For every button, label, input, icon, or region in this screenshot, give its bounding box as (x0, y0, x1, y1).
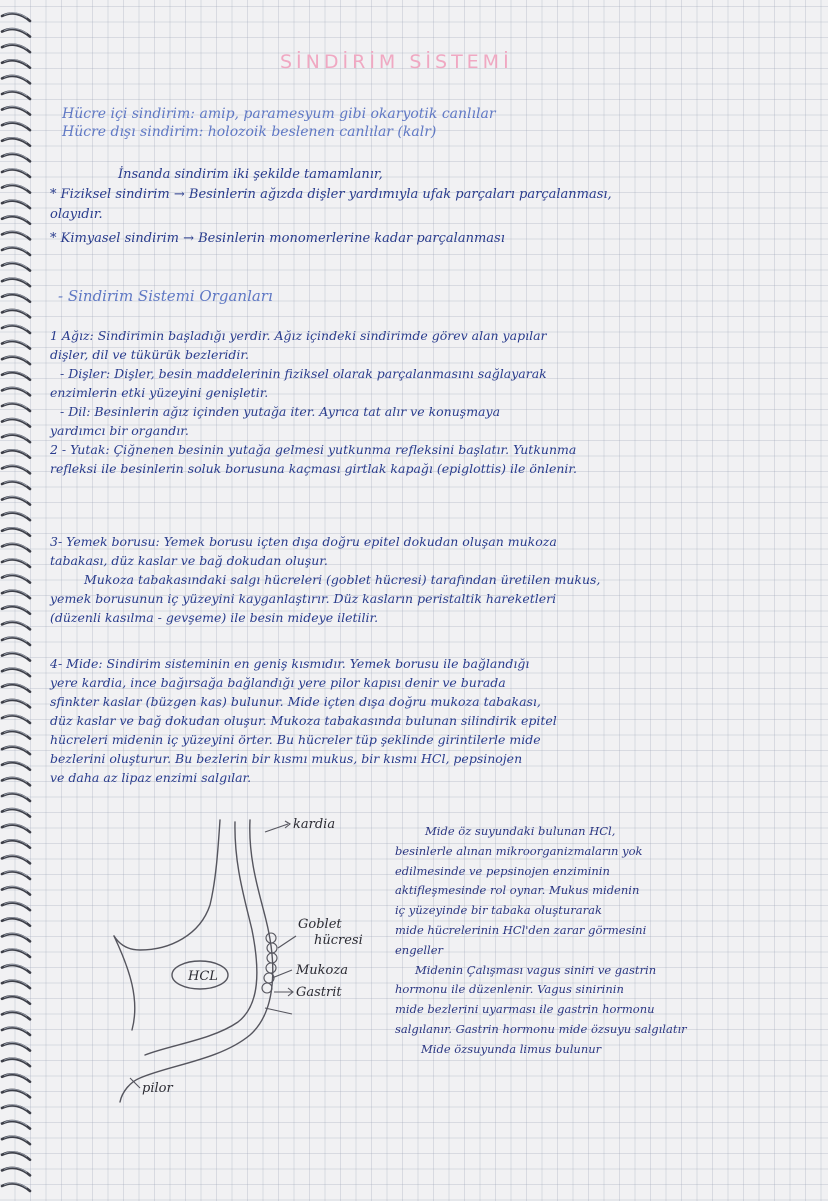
text-line: refleksi ile besinlerin soluk borusuna kaçması girtlak kapağı (epiglottis) ile önlenir. (50, 461, 577, 476)
text-line: besinlerle alınan mikroorganizmaların yok (395, 843, 643, 858)
section-stomach (50, 654, 820, 787)
page-title: SİNDİRİM SİSTEMİ (280, 51, 513, 73)
text-line: mide hücrelerinin HCl'den zarar görmesini (395, 922, 647, 937)
text-line: 1 Ağız: Sindirimin başladığı yerdir. Ağız içindeki sindirimde görev alan yapılar (50, 328, 547, 343)
intro-line-1: Hücre içi sindirim: amip, paramesyum gibi okaryotik canlılar (62, 106, 496, 122)
section-mouth-pharynx (50, 326, 820, 478)
text-line: 4- Mide: Sindirim sisteminin en geniş kısmıdır. Yemek borusu ile bağlandığı (50, 656, 530, 671)
text-line: 3- Yemek borusu: Yemek borusu içten dışa doğru epitel dokudan oluşan mukoza (50, 534, 557, 549)
physical-digestion: * Fiziksel sindirim → Besinlerin ağızda dişler yardımıyla ufak parçaları parçalanması, (50, 187, 612, 202)
text-line: Mukoza tabakasındaki salgı hücreleri (goblet hücresi) tarafından üretilen mukus, (84, 572, 601, 587)
text-line: dişler, dil ve tükürük bezleridir. (50, 347, 249, 362)
text-line: (düzenli kasılma - gevşeme) ile besin mideye iletilir. (50, 610, 379, 625)
label-kardia: kardia (293, 817, 336, 832)
text-line: engeller (395, 942, 444, 957)
label-hcl: HCL (188, 969, 218, 984)
section-esophagus (50, 532, 820, 627)
text-line: aktifleşmesinde rol oynar. Mukus midenin (395, 883, 640, 898)
text-line: bezlerini oluşturur. Bu bezlerin bir kısmı mukus, bir kısmı HCl, pepsinojen (50, 751, 523, 766)
text-line: Mide özsuyunda limus bulunur (421, 1041, 602, 1056)
text-line: Mide öz suyundaki bulunan HCl, (425, 824, 616, 838)
digestion-intro: İnsanda sindirim iki şekilde tamamlanır, (118, 167, 383, 182)
text-line: sfinkter kaslar (büzgen kas) bulunur. Mide içten dışa doğru mukoza tabakası, (50, 694, 541, 709)
stomach-diagram (100, 810, 380, 1120)
intro-line-2: Hücre dışı sindirim: holozoik beslenen canlılar (kalr) (62, 124, 437, 140)
label-mukoza: Mukoza (296, 963, 348, 978)
text-line: yardımcı bir organdır. (50, 423, 189, 438)
physical-digestion-cont: olayıdır. (50, 207, 103, 222)
label-pilor: pilor (142, 1081, 173, 1096)
text-line: tabakası, düz kaslar ve bağ dokudan oluşur. (50, 553, 328, 568)
text-line: yere kardia, ince bağırsağa bağlandığı yere pilor kapısı denir ve burada (50, 675, 506, 690)
text-line: hücreleri midenin iç yüzeyini örter. Bu hücreler tüp şeklinde girintilerle mide (50, 732, 541, 747)
text-line: Midenin Çalışması vagus siniri ve gastrin (415, 962, 657, 977)
text-line: ve daha az lipaz enzimi salgılar. (50, 770, 252, 785)
text-line: yemek borusunun iç yüzeyini kayganlaştırır. Düz kasların peristaltik hareketleri (50, 591, 557, 606)
text-line: mide bezlerini uyarması ile gastrin hormonu (395, 1002, 655, 1017)
text-line: hormonu ile düzenlenir. Vagus sinirinin (395, 982, 624, 997)
side-note (395, 822, 815, 1060)
text-line: 2 - Yutak: Çiğnenen besinin yutağa gelmesi yutkunma refleksini başlatır. Yutkunma (50, 442, 577, 457)
text-line: - Dil: Besinlerin ağız içinden yutağa iter. Ayrıca tat alır ve konuşmaya (60, 404, 501, 419)
text-line: iç yüzeyinde bir tabaka oluşturarak (395, 903, 602, 918)
label-goblet: Goblet (298, 917, 342, 932)
text-line: edilmesinde ve pepsinojen enziminin (395, 863, 610, 878)
label-gastrit: Gastrit (296, 985, 342, 1000)
text-line: salgılanır. Gastrin hormonu mide özsuyu salgılatır (395, 1021, 687, 1036)
organs-heading: - Sindirim Sistemi Organları (58, 287, 273, 305)
chemical-digestion: * Kimyasel sindirim → Besinlerin monomerlerine kadar parçalanması (50, 231, 505, 246)
label-hucresi: hücresi (314, 933, 363, 948)
pilor-curve (114, 936, 135, 1030)
text-line: - Dişler: Dişler, besin maddelerinin fiziksel olarak parçalanmasını sağlayarak (60, 366, 547, 381)
stomach-inner-lining (145, 822, 257, 1055)
text-line: enzimlerin etki yüzeyini genişletir. (50, 385, 269, 400)
spiral-binding (0, 0, 34, 1201)
text-line: düz kaslar ve bağ dokudan oluşur. Mukoza tabakasında bulunan silindirik epitel (50, 713, 557, 728)
stomach-inner-wall (114, 820, 220, 950)
